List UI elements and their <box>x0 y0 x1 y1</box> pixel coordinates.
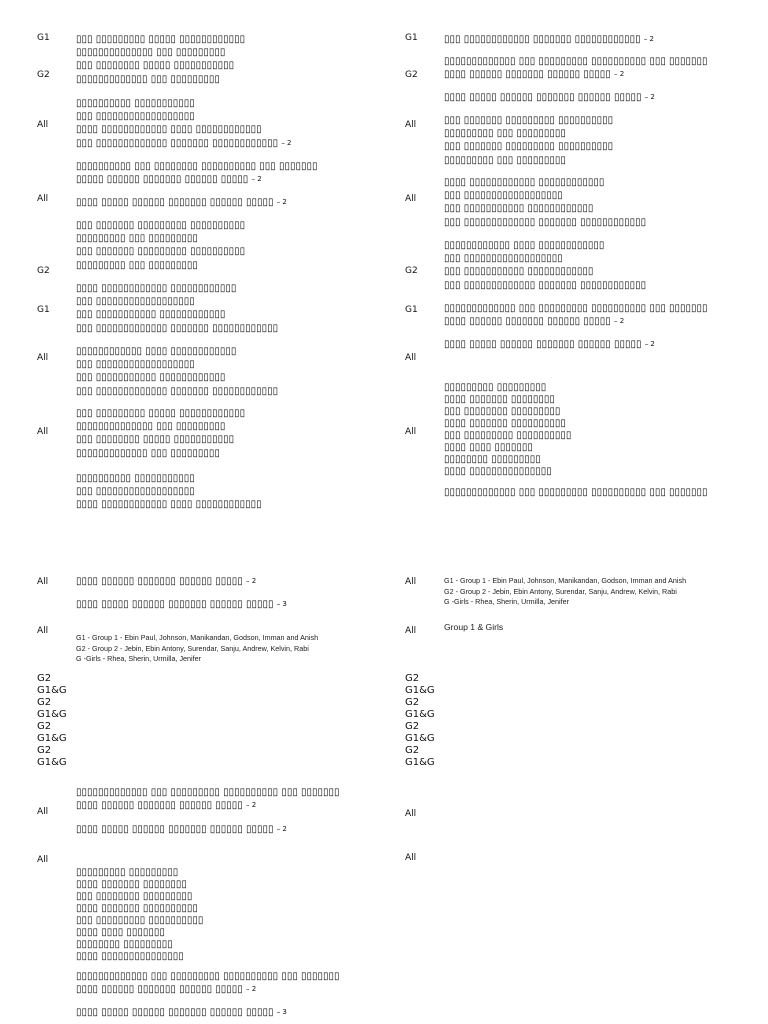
lyric-text: ▯▯▯▯ ▯▯▯▯▯ ▯▯▯▯▯▯ ▯▯▯▯▯▯▯ ▯▯▯▯▯▯ ▯▯▯▯▯ <box>444 92 642 103</box>
part-label-g1g: G1&G <box>405 732 435 744</box>
part-label-g1g: G1&G <box>405 708 435 720</box>
part-label-all: All <box>405 809 417 819</box>
part-label-g1g: G1&G <box>405 756 435 768</box>
part-label-g2: G2 <box>37 744 52 756</box>
group-note: Group 1 & Girls <box>444 622 504 632</box>
lyric-line: ▯▯▯▯ ▯▯▯▯ ▯▯▯▯▯▯▯ <box>444 441 533 453</box>
lyric-line: ▯▯▯▯▯▯▯▯▯ ▯▯▯ ▯▯▯▯▯▯▯▯▯ <box>76 259 198 271</box>
lyric-line: ▯▯▯▯▯▯▯▯▯▯▯▯▯ ▯▯▯ ▯▯▯▯▯▯▯▯▯ ▯▯▯▯▯▯▯▯▯▯ ▯▯▯ ▯▯▯▯▯▯▯ <box>444 487 708 498</box>
part-label-g1g: G1&G <box>37 708 67 720</box>
credit-line: G1 - Group 1 - Ebin Paul, Johnson, Manikandan, Godson, Imman and Anish <box>76 633 319 642</box>
lyric-stanza <box>76 472 262 512</box>
lyric-stanza <box>76 786 340 812</box>
lyric-line: ▯▯▯▯ ▯▯▯▯▯▯▯ ▯▯▯▯▯▯▯▯ <box>444 393 555 405</box>
credit-line: G1 - Group 1 - Ebin Paul, Johnson, Manikandan, Godson, Imman and Anish <box>444 576 687 585</box>
part-label-g2: G2 <box>37 673 52 684</box>
part-label-all: All <box>405 353 417 363</box>
lyric-line: ▯▯▯ ▯▯▯▯▯▯▯▯▯ ▯▯▯▯▯ ▯▯▯▯▯▯▯▯▯▯▯▯ <box>76 34 246 45</box>
lyric-line <box>444 338 655 351</box>
lyric-line: ▯▯▯▯▯▯▯▯▯▯▯▯▯ ▯▯▯ ▯▯▯▯▯▯▯▯▯ <box>76 73 220 85</box>
lyric-line <box>76 575 256 588</box>
lyric-line: ▯▯▯ ▯▯▯▯▯▯▯▯ ▯▯▯▯▯ ▯▯▯▯▯▯▯▯▯▯▯ <box>76 60 235 72</box>
lyric-line <box>444 68 708 81</box>
repeat-marker: – 2 <box>644 93 655 101</box>
part-label-all: All <box>37 807 49 817</box>
lyric-line <box>76 799 340 812</box>
lyric-stanza <box>444 382 571 478</box>
lyric-stanza <box>76 1006 287 1019</box>
part-label-g2: G2 <box>405 673 420 684</box>
lyric-text: ▯▯▯▯ ▯▯▯▯▯ ▯▯▯▯▯▯ ▯▯▯▯▯▯▯ ▯▯▯▯▯▯ ▯▯▯▯▯ <box>76 824 274 835</box>
part-label-g1g: G1&G <box>37 684 67 696</box>
part-label-all: All <box>37 626 49 636</box>
lyric-line: ▯▯▯▯ ▯▯▯▯▯▯▯▯▯▯▯▯▯▯▯ <box>444 465 552 477</box>
lyric-line: ▯▯▯▯▯▯▯▯▯ ▯▯▯▯▯▯▯▯▯ <box>76 867 179 878</box>
lyric-line: ▯▯▯▯▯▯▯▯▯▯▯▯▯ ▯▯▯ ▯▯▯▯▯▯▯▯▯ ▯▯▯▯▯▯▯▯▯▯ ▯▯▯ ▯▯▯▯▯▯▯ <box>444 56 708 67</box>
lyric-line: ▯▯▯ ▯▯▯▯▯▯▯ ▯▯▯▯▯▯▯▯▯ ▯▯▯▯▯▯▯▯▯▯ <box>76 220 246 231</box>
lyric-text: ▯▯▯ ▯▯▯▯▯▯▯▯▯▯▯▯▯ ▯▯▯▯▯▯▯ ▯▯▯▯▯▯▯▯▯▯▯▯ <box>76 137 279 149</box>
lyric-line: ▯▯▯ ▯▯▯▯▯▯▯ ▯▯▯▯▯▯▯▯▯ ▯▯▯▯▯▯▯▯▯▯ <box>76 246 246 258</box>
lyric-line: ▯▯▯ ▯▯▯▯▯▯▯▯▯▯▯▯▯▯▯▯▯▯ <box>76 359 195 371</box>
part-label-all: All <box>405 120 417 130</box>
lyric-line: ▯▯▯▯ ▯▯▯▯▯▯▯▯▯▯▯▯ ▯▯▯▯ ▯▯▯▯▯▯▯▯▯▯▯▯ <box>76 124 262 136</box>
part-label-g2: G2 <box>37 266 50 276</box>
lyric-line: ▯▯▯▯ ▯▯▯▯▯▯▯ ▯▯▯▯▯▯▯▯▯▯ <box>444 417 566 429</box>
lyric-line: ▯▯▯▯▯▯▯▯▯ ▯▯▯ ▯▯▯▯▯▯▯▯▯ <box>76 233 198 245</box>
part-label-g2: G2 <box>37 720 52 732</box>
lyric-stanza <box>444 338 655 351</box>
lyric-line: ▯▯▯▯▯▯▯▯▯▯ ▯▯▯▯▯▯▯▯▯▯▯ <box>76 98 195 109</box>
part-sequence <box>405 673 435 769</box>
part-label-g2: G2 <box>405 266 418 276</box>
repeat-marker: – 2 <box>643 35 655 43</box>
part-label-all: All <box>37 194 49 204</box>
lyric-line: ▯▯▯▯ ▯▯▯▯ ▯▯▯▯▯▯▯ <box>76 926 165 938</box>
lyric-line: ▯▯▯▯▯▯▯▯▯▯▯▯▯▯ ▯▯▯ ▯▯▯▯▯▯▯▯▯ <box>76 47 226 59</box>
lyric-line: ▯▯▯ ▯▯▯▯▯▯▯▯ ▯▯▯▯▯▯▯▯▯ <box>444 405 561 417</box>
lyric-line: ▯▯▯ ▯▯▯▯▯▯▯▯▯▯▯▯▯▯▯▯▯▯ <box>444 253 563 265</box>
repeat-marker: – 2 <box>251 175 262 184</box>
lyric-line: ▯▯▯ ▯▯▯▯▯▯▯▯▯▯▯▯▯▯▯▯▯▯ <box>76 296 195 308</box>
lyric-line: ▯▯▯ ▯▯▯▯▯▯▯▯ ▯▯▯▯▯ ▯▯▯▯▯▯▯▯▯▯▯ <box>76 434 235 446</box>
part-label-g2: G2 <box>37 696 52 708</box>
lyric-line: ▯▯▯ ▯▯▯▯▯▯▯▯▯ ▯▯▯▯▯▯▯▯▯▯ <box>444 429 572 441</box>
lyric-line: ▯▯▯ ▯▯▯▯▯▯▯▯▯ ▯▯▯▯▯ ▯▯▯▯▯▯▯▯▯▯▯▯ <box>76 408 246 419</box>
lyric-line: ▯▯▯ ▯▯▯▯▯▯▯▯▯▯▯ ▯▯▯▯▯▯▯▯▯▯▯▯ <box>444 203 594 215</box>
lyric-line: ▯▯▯▯ ▯▯▯▯▯▯▯ ▯▯▯▯▯▯▯▯ <box>76 878 187 890</box>
lyric-text: ▯▯▯▯ ▯▯▯▯▯ ▯▯▯▯▯▯ ▯▯▯▯▯▯▯ ▯▯▯▯▯▯ ▯▯▯▯▯ <box>444 339 642 350</box>
lyric-line: ▯▯▯▯ ▯▯▯▯▯▯▯▯▯▯▯▯▯▯▯ <box>76 950 184 962</box>
lyric-line: ▯▯▯ ▯▯▯▯▯▯▯▯▯▯▯▯▯ ▯▯▯▯▯▯▯ ▯▯▯▯▯▯▯▯▯▯▯▯ <box>76 385 279 397</box>
lyric-stanza <box>444 114 613 167</box>
lyric-line <box>444 91 655 104</box>
credit-line: G2 - Group 2 - Jebin, Ebin Antony, Surendar, Sanju, Andrew, Kelvin, Rabi <box>444 586 677 596</box>
lyric-stanza <box>76 598 287 611</box>
credit-line: G2 - Group 2 - Jebin, Ebin Antony, Surendar, Sanju, Andrew, Kelvin, Rabi <box>76 643 309 653</box>
part-label-all: All <box>405 427 417 437</box>
lyric-line: ▯▯▯▯▯▯▯▯▯▯ ▯▯▯ ▯▯▯▯▯▯▯▯ ▯▯▯▯▯▯▯▯▯▯ ▯▯▯ ▯▯▯▯▯▯▯ <box>76 161 318 172</box>
lyric-line: ▯▯▯▯▯▯▯▯▯▯▯▯▯ ▯▯▯ ▯▯▯▯▯▯▯▯▯ ▯▯▯▯▯▯▯▯▯▯ ▯▯▯ ▯▯▯▯▯▯▯ <box>76 971 340 982</box>
part-label-g1: G1 <box>37 33 50 43</box>
lyric-stanza <box>444 176 646 229</box>
lyric-text: ▯▯▯▯▯ ▯▯▯▯▯▯ ▯▯▯▯▯▯▯ ▯▯▯▯▯▯ ▯▯▯▯▯ <box>76 174 249 186</box>
lyric-line: ▯▯▯▯▯▯▯▯▯▯▯▯▯ ▯▯▯ ▯▯▯▯▯▯▯▯▯ ▯▯▯▯▯▯▯▯▯▯ ▯▯▯ ▯▯▯▯▯▯▯ <box>76 787 340 798</box>
lyric-stanza <box>76 160 318 186</box>
lyric-stanza <box>76 282 278 335</box>
lyric-stanza <box>76 33 245 86</box>
lyric-line: ▯▯▯ ▯▯▯▯▯▯▯▯▯▯▯▯▯▯▯▯▯▯ <box>76 486 195 498</box>
lyric-stanza <box>444 486 708 499</box>
lyric-stanza <box>76 867 203 963</box>
lyric-line: ▯▯▯ ▯▯▯▯▯▯▯ ▯▯▯▯▯▯▯▯▯ ▯▯▯▯▯▯▯▯▯▯ <box>444 115 614 126</box>
lyric-line: ▯▯▯▯ ▯▯▯▯▯▯▯▯▯▯▯▯ ▯▯▯▯▯▯▯▯▯▯▯▯ <box>76 283 237 294</box>
part-label-g2: G2 <box>405 70 418 80</box>
lyric-stanza <box>76 345 278 398</box>
lyric-line: ▯▯▯▯▯▯▯▯▯▯▯▯▯ ▯▯▯ ▯▯▯▯▯▯▯▯▯ <box>76 447 220 459</box>
lyric-line: ▯▯▯▯ ▯▯▯▯▯▯▯▯▯▯▯▯ ▯▯▯▯▯▯▯▯▯▯▯▯ <box>444 177 605 188</box>
lyric-line <box>76 823 287 836</box>
lyric-line: ▯▯▯▯ ▯▯▯▯▯▯▯ ▯▯▯▯▯▯▯▯▯▯ <box>76 902 198 914</box>
lyric-line: ▯▯▯▯ ▯▯▯▯▯▯▯▯▯▯▯▯ ▯▯▯▯ ▯▯▯▯▯▯▯▯▯▯▯▯ <box>76 499 262 511</box>
part-label-g1: G1 <box>405 305 418 315</box>
repeat-marker: – 3 <box>276 1008 287 1016</box>
part-label-all: All <box>37 577 49 587</box>
part-label-all: All <box>405 853 417 863</box>
lyric-line: ▯▯▯▯▯▯▯▯▯▯▯▯ ▯▯▯▯ ▯▯▯▯▯▯▯▯▯▯▯▯ <box>444 240 605 251</box>
lyric-stanza <box>76 575 256 588</box>
lyric-text: ▯▯▯ ▯▯▯▯▯▯▯▯▯▯▯▯ ▯▯▯▯▯▯▯ ▯▯▯▯▯▯▯▯▯▯▯▯ <box>444 34 641 45</box>
lyric-text: ▯▯▯▯ ▯▯▯▯▯ ▯▯▯▯▯▯ ▯▯▯▯▯▯▯ ▯▯▯▯▯▯ ▯▯▯▯▯ <box>76 197 274 208</box>
credit-line: G -Girls - Rhea, Sherin, Urmilla, Jenifer <box>444 597 570 607</box>
lyric-stanza <box>444 239 646 292</box>
repeat-marker: – 2 <box>276 198 287 206</box>
lyric-text: ▯▯▯▯ ▯▯▯▯▯ ▯▯▯▯▯▯ ▯▯▯▯▯▯▯ ▯▯▯▯▯▯ ▯▯▯▯▯ <box>76 1007 274 1018</box>
lyric-text: ▯▯▯▯ ▯▯▯▯▯▯ ▯▯▯▯▯▯▯ ▯▯▯▯▯▯ ▯▯▯▯▯ <box>76 576 243 587</box>
part-label-g2: G2 <box>405 696 420 708</box>
lyric-line: ▯▯▯▯▯▯▯▯▯ ▯▯▯ ▯▯▯▯▯▯▯▯▯ <box>444 154 566 166</box>
lyric-line: ▯▯▯▯▯▯▯▯▯▯▯▯▯▯ ▯▯▯ ▯▯▯▯▯▯▯▯▯ <box>76 421 226 433</box>
repeat-marker: – 2 <box>644 340 655 348</box>
part-label-all: All <box>405 194 417 204</box>
part-label-g2: G2 <box>405 720 420 732</box>
lyric-stanza <box>76 970 340 996</box>
lyric-line: ▯▯▯ ▯▯▯▯▯▯▯▯▯▯▯ ▯▯▯▯▯▯▯▯▯▯▯▯ <box>444 266 594 278</box>
repeat-marker: – 2 <box>245 985 257 994</box>
lyric-line: ▯▯▯ ▯▯▯▯▯▯▯▯▯▯▯▯▯▯▯▯▯▯ <box>76 111 195 123</box>
lyric-line: ▯▯▯▯▯▯▯▯ ▯▯▯▯▯▯▯▯▯ <box>76 938 173 950</box>
lyric-line: ▯▯▯ ▯▯▯▯▯▯▯▯▯ ▯▯▯▯▯▯▯▯▯▯ <box>76 914 204 926</box>
repeat-marker: – 2 <box>613 70 625 79</box>
lyric-stanza <box>76 219 245 272</box>
part-label-g2: G2 <box>405 744 420 756</box>
repeat-marker: – 2 <box>281 138 292 147</box>
lyric-stanza <box>76 97 292 150</box>
part-label-g1: G1 <box>37 305 50 315</box>
group-credits <box>76 633 318 665</box>
lyric-line: ▯▯▯ ▯▯▯▯▯▯▯▯▯▯▯▯▯▯▯▯▯▯ <box>444 190 563 202</box>
lyric-line <box>444 315 708 328</box>
part-label-all: All <box>37 427 49 437</box>
lyric-text: ▯▯▯▯ ▯▯▯▯▯▯ ▯▯▯▯▯▯▯ ▯▯▯▯▯▯ ▯▯▯▯▯ <box>444 69 611 81</box>
lyric-line: ▯▯▯ ▯▯▯▯▯▯▯▯▯▯▯ ▯▯▯▯▯▯▯▯▯▯▯▯ <box>76 372 226 384</box>
lyric-stanza <box>444 33 654 46</box>
credit-line: G -Girls - Rhea, Sherin, Urmilla, Jenifer <box>76 654 202 664</box>
lyric-line: ▯▯▯▯▯▯▯▯▯▯▯▯▯ ▯▯▯ ▯▯▯▯▯▯▯▯▯ ▯▯▯▯▯▯▯▯▯▯ ▯▯▯ ▯▯▯▯▯▯▯ <box>444 303 708 314</box>
part-label-g2: G2 <box>37 70 50 80</box>
lyric-line: ▯▯▯ ▯▯▯▯▯▯▯▯▯▯▯▯▯ ▯▯▯▯▯▯▯ ▯▯▯▯▯▯▯▯▯▯▯▯ <box>76 322 279 334</box>
part-label-g1: G1 <box>405 33 418 43</box>
lyric-line: ▯▯▯ ▯▯▯▯▯▯▯▯▯▯▯ ▯▯▯▯▯▯▯▯▯▯▯▯ <box>76 309 226 321</box>
lyric-line: ▯▯▯ ▯▯▯▯▯▯▯▯▯▯▯▯▯ ▯▯▯▯▯▯▯ ▯▯▯▯▯▯▯▯▯▯▯▯ <box>444 216 647 228</box>
part-label-g1g: G1&G <box>405 684 435 696</box>
lyric-stanza <box>444 91 655 104</box>
group-credits <box>444 576 686 608</box>
lyric-line: ▯▯▯ ▯▯▯▯▯▯▯▯ ▯▯▯▯▯▯▯▯▯ <box>76 890 193 902</box>
lyric-line <box>76 983 340 996</box>
repeat-marker: – 2 <box>276 825 287 833</box>
part-label-all: All <box>37 353 49 363</box>
lyric-text: ▯▯▯▯ ▯▯▯▯▯▯ ▯▯▯▯▯▯▯ ▯▯▯▯▯▯ ▯▯▯▯▯ <box>76 800 243 812</box>
lyric-text: ▯▯▯▯ ▯▯▯▯▯▯ ▯▯▯▯▯▯▯ ▯▯▯▯▯▯ ▯▯▯▯▯ <box>76 984 243 996</box>
part-sequence <box>37 673 67 769</box>
lyric-stanza <box>76 823 287 836</box>
lyric-text: ▯▯▯▯ ▯▯▯▯▯ ▯▯▯▯▯▯ ▯▯▯▯▯▯▯ ▯▯▯▯▯▯ ▯▯▯▯▯ <box>76 599 274 610</box>
lyric-text: ▯▯▯▯ ▯▯▯▯▯▯ ▯▯▯▯▯▯▯ ▯▯▯▯▯▯ ▯▯▯▯▯ <box>444 316 611 328</box>
part-label-all: All <box>405 626 417 636</box>
lyric-line <box>76 1006 287 1019</box>
lyric-stanza <box>76 407 245 460</box>
lyric-line <box>76 196 287 209</box>
lyric-line: ▯▯▯▯▯▯▯▯▯▯▯▯ ▯▯▯▯ ▯▯▯▯▯▯▯▯▯▯▯▯ <box>76 346 237 357</box>
lyric-stanza <box>76 196 287 209</box>
lyric-line: ▯▯▯ ▯▯▯▯▯▯▯ ▯▯▯▯▯▯▯▯▯ ▯▯▯▯▯▯▯▯▯▯ <box>444 141 614 153</box>
lyric-line <box>76 137 292 150</box>
lyric-line <box>76 173 318 186</box>
repeat-marker: – 2 <box>245 801 257 810</box>
lyric-line: ▯▯▯ ▯▯▯▯▯▯▯▯▯▯▯▯▯ ▯▯▯▯▯▯▯ ▯▯▯▯▯▯▯▯▯▯▯▯ <box>444 279 647 291</box>
lyric-stanza <box>444 55 708 81</box>
repeat-marker: – 2 <box>245 577 257 585</box>
part-label-g1g: G1&G <box>37 732 67 744</box>
lyric-line: ▯▯▯▯▯▯▯▯▯▯ ▯▯▯▯▯▯▯▯▯▯▯ <box>76 473 195 484</box>
lyric-line: ▯▯▯▯▯▯▯▯▯ ▯▯▯▯▯▯▯▯▯ <box>444 382 547 393</box>
lyric-line: ▯▯▯▯▯▯▯▯▯ ▯▯▯ ▯▯▯▯▯▯▯▯▯ <box>444 128 566 140</box>
part-label-g1g: G1&G <box>37 756 67 768</box>
lyric-line <box>76 598 287 611</box>
lyric-line: ▯▯▯▯▯▯▯▯ ▯▯▯▯▯▯▯▯▯ <box>444 453 541 465</box>
repeat-marker: – 3 <box>276 600 287 608</box>
repeat-marker: – 2 <box>613 317 625 326</box>
part-label-all: All <box>37 120 49 130</box>
part-label-all: All <box>405 577 417 587</box>
part-label-all: All <box>37 855 49 865</box>
lyric-stanza <box>444 302 708 328</box>
lyric-line <box>444 33 654 46</box>
